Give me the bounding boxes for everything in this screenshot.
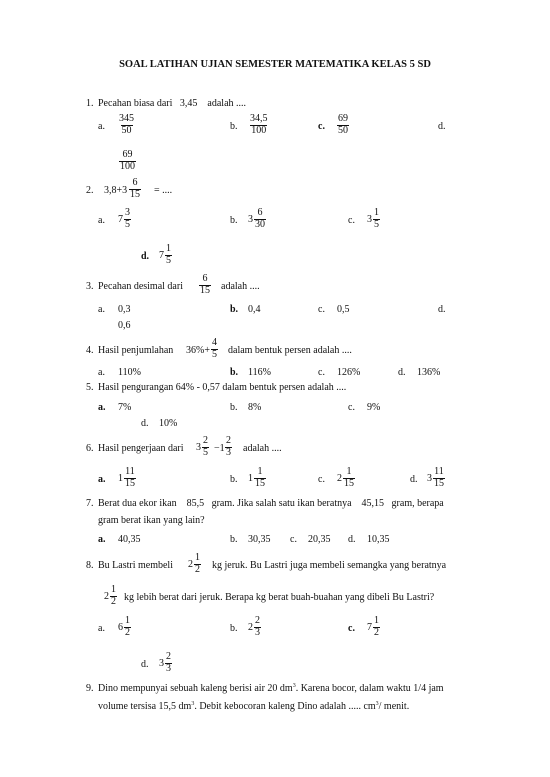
q8-option-c-label: c. bbox=[348, 623, 355, 634]
question-4-text-b: dalam bentuk persen adalah .... bbox=[228, 345, 352, 356]
q7-option-d-label: d. bbox=[348, 534, 356, 545]
q2-option-d-mixed: 7 $\frac{1}{5}$ bbox=[159, 243, 171, 266]
q7-option-c-value: 20,35 bbox=[308, 534, 331, 545]
question-8-text-a: Bu Lastri membeli bbox=[98, 560, 173, 571]
q5-option-d-value: 10% bbox=[159, 418, 178, 429]
question-8-number: 8. bbox=[86, 560, 94, 571]
q5-option-c-value: 9% bbox=[367, 402, 381, 413]
q2-option-c-label: c. bbox=[348, 215, 355, 226]
q7-option-c-label: c. bbox=[290, 534, 297, 545]
question-7-line-2: gram berat ikan yang lain? bbox=[98, 515, 205, 526]
q6-option-a-label: a. bbox=[98, 474, 106, 485]
question-8-mixed-2: 2 $\frac{1}{2}$ bbox=[104, 584, 116, 607]
q7-option-a-label: a. bbox=[98, 534, 106, 545]
question-1-number: 1. bbox=[86, 98, 94, 109]
q8-option-b-mixed: 2 $\frac{2}{3}$ bbox=[248, 615, 260, 638]
question-3-text-a: Pecahan desimal dari bbox=[98, 281, 183, 292]
q8-option-a-mixed: 6 $\frac{1}{2}$ bbox=[118, 615, 130, 638]
question-4-expr: 36%+ bbox=[186, 345, 210, 356]
q3-option-a-label: a. bbox=[98, 304, 105, 315]
question-2-equals: = .... bbox=[154, 185, 173, 196]
question-9-line-1: Dino mempunyai sebuah kaleng berisi air 20 $dm^3$. Karena bocor, dalam waktu 1/4 jam bbox=[98, 683, 444, 694]
q4-option-b-label: b. bbox=[230, 367, 239, 378]
q6-option-d-mixed: 3 $\frac{11}{15}$ bbox=[427, 466, 444, 489]
q4-option-c-value: 126% bbox=[337, 367, 361, 378]
q2-option-a-label: a. bbox=[98, 215, 105, 226]
question-5-number: 5. bbox=[86, 382, 94, 393]
question-4-fraction: $\frac{4}{5}$ bbox=[212, 337, 217, 360]
q4-option-a-value: 110% bbox=[118, 367, 141, 378]
q1-option-b-fraction: $\frac{34,5}{100}$ bbox=[250, 113, 268, 136]
q4-option-b-value: 116% bbox=[248, 367, 271, 378]
q2-option-c-mixed: 3 $\frac{1}{5}$ bbox=[367, 207, 379, 230]
question-8-line-2: kg lebih berat dari jeruk. Berapa kg berat buah-buahan yang dibeli Bu Lastri? bbox=[124, 592, 435, 603]
q6-option-b-label: b. bbox=[230, 474, 238, 485]
q3-option-d-label: d. bbox=[438, 304, 446, 315]
question-9-number: 9. bbox=[86, 683, 94, 694]
question-4-text-a: Hasil penjumlahan bbox=[98, 345, 174, 356]
question-8-text-b: kg jeruk. Bu Lastri juga membeli semangka yang beratnya bbox=[212, 560, 447, 571]
q4-option-d-label: d. bbox=[398, 367, 406, 378]
q7-option-b-label: b. bbox=[230, 534, 238, 545]
question-6-text-b: adalah .... bbox=[243, 443, 282, 454]
q6-option-d-label: d. bbox=[410, 474, 418, 485]
q3-option-b-label: b. bbox=[230, 304, 239, 315]
question-3-text-b: adalah .... bbox=[221, 281, 260, 292]
q2-option-a-mixed: 7 $\frac{3}{5}$ bbox=[118, 207, 130, 230]
q7-option-a-value: 40,35 bbox=[118, 534, 141, 545]
q5-option-d-label: d. bbox=[141, 418, 149, 429]
q6-option-c-mixed: 2 $\frac{1}{15}$ bbox=[337, 466, 354, 489]
q1-option-d-label: d. bbox=[438, 121, 446, 132]
q6-option-c-label: c. bbox=[318, 474, 325, 485]
question-6-number: 6. bbox=[86, 443, 94, 454]
q1-option-d-fraction: $\frac{69}{100}$ bbox=[120, 149, 135, 172]
question-6-minus: −1 bbox=[214, 443, 225, 454]
q1-option-a-fraction: $\frac{345}{50}$ bbox=[119, 113, 134, 136]
question-2-fraction: $\frac{6}{15}$ bbox=[130, 177, 140, 200]
page-title: SOAL LATIHAN UJIAN SEMESTER MATEMATIKA KELAS 5 SD bbox=[119, 59, 431, 70]
question-5-text: Hasil pengurangan 64% - 0,57 dalam bentuk persen adalah .... bbox=[98, 382, 347, 393]
q5-option-b-value: 8% bbox=[248, 402, 262, 413]
q2-option-b-label: b. bbox=[230, 215, 238, 226]
question-6-text-a: Hasil pengerjaan dari bbox=[98, 443, 184, 454]
q3-option-d-value: 0,6 bbox=[118, 320, 131, 331]
question-7-number: 7. bbox=[86, 498, 94, 509]
q2-option-d-label: d. bbox=[141, 251, 150, 262]
q3-option-c-label: c. bbox=[318, 304, 325, 315]
q4-option-a-label: a. bbox=[98, 367, 105, 378]
question-2-expr: 3,8+3 bbox=[104, 185, 128, 196]
q2-option-b-mixed: 3 $\frac{6}{30}$ bbox=[248, 207, 265, 230]
q1-option-a-label: a. bbox=[98, 121, 105, 132]
q8-option-c-mixed: 7 $\frac{1}{2}$ bbox=[367, 615, 379, 638]
q1-option-c-label: c. bbox=[318, 121, 325, 132]
q8-option-a-label: a. bbox=[98, 623, 105, 634]
question-9-line-2: volume tersisa 15,5 $dm^3$. Debit kebocoran kaleng Dino adalah ..... $cm^3/$ menit. bbox=[98, 701, 410, 712]
q4-option-c-label: c. bbox=[318, 367, 325, 378]
question-6-fraction-2: $\frac{2}{3}$ bbox=[226, 435, 231, 458]
question-8-mixed-1: 2 $\frac{1}{2}$ bbox=[188, 552, 200, 575]
q5-option-a-value: 7% bbox=[118, 402, 132, 413]
question-3-fraction: $\frac{6}{15}$ bbox=[200, 273, 210, 296]
q4-option-d-value: 136% bbox=[417, 367, 441, 378]
q3-option-b-value: 0,4 bbox=[248, 304, 261, 315]
q7-option-b-value: 30,35 bbox=[248, 534, 271, 545]
q5-option-a-label: a. bbox=[98, 402, 106, 413]
q3-option-a-value: 0,3 bbox=[118, 304, 131, 315]
q8-option-d-mixed: 3 $\frac{2}{3}$ bbox=[159, 651, 171, 674]
question-4-number: 4. bbox=[86, 345, 94, 356]
question-7-line-1: Berat dua ekor ikan 85,5 gram. Jika salah satu ikan beratnya 45,15 gram, berapa bbox=[98, 498, 444, 509]
q8-option-d-label: d. bbox=[141, 659, 149, 670]
q5-option-b-label: b. bbox=[230, 402, 238, 413]
q6-option-a-mixed: 1 $\frac{11}{15}$ bbox=[118, 466, 135, 489]
q1-option-c-fraction: $\frac{69}{50}$ bbox=[338, 113, 348, 136]
q7-option-d-value: 10,35 bbox=[367, 534, 390, 545]
q6-option-b-mixed: 1 $\frac{1}{15}$ bbox=[248, 466, 265, 489]
q8-option-b-label: b. bbox=[230, 623, 238, 634]
q5-option-c-label: c. bbox=[348, 402, 355, 413]
q3-option-c-value: 0,5 bbox=[337, 304, 350, 315]
q1-option-b-label: b. bbox=[230, 121, 238, 132]
question-2-number: 2. bbox=[86, 185, 94, 196]
question-1-text: Pecahan biasa dari 3,45 adalah .... bbox=[98, 98, 247, 109]
question-3-number: 3. bbox=[86, 281, 94, 292]
question-6-mixed-1: 3 $\frac{2}{5}$ bbox=[196, 435, 208, 458]
